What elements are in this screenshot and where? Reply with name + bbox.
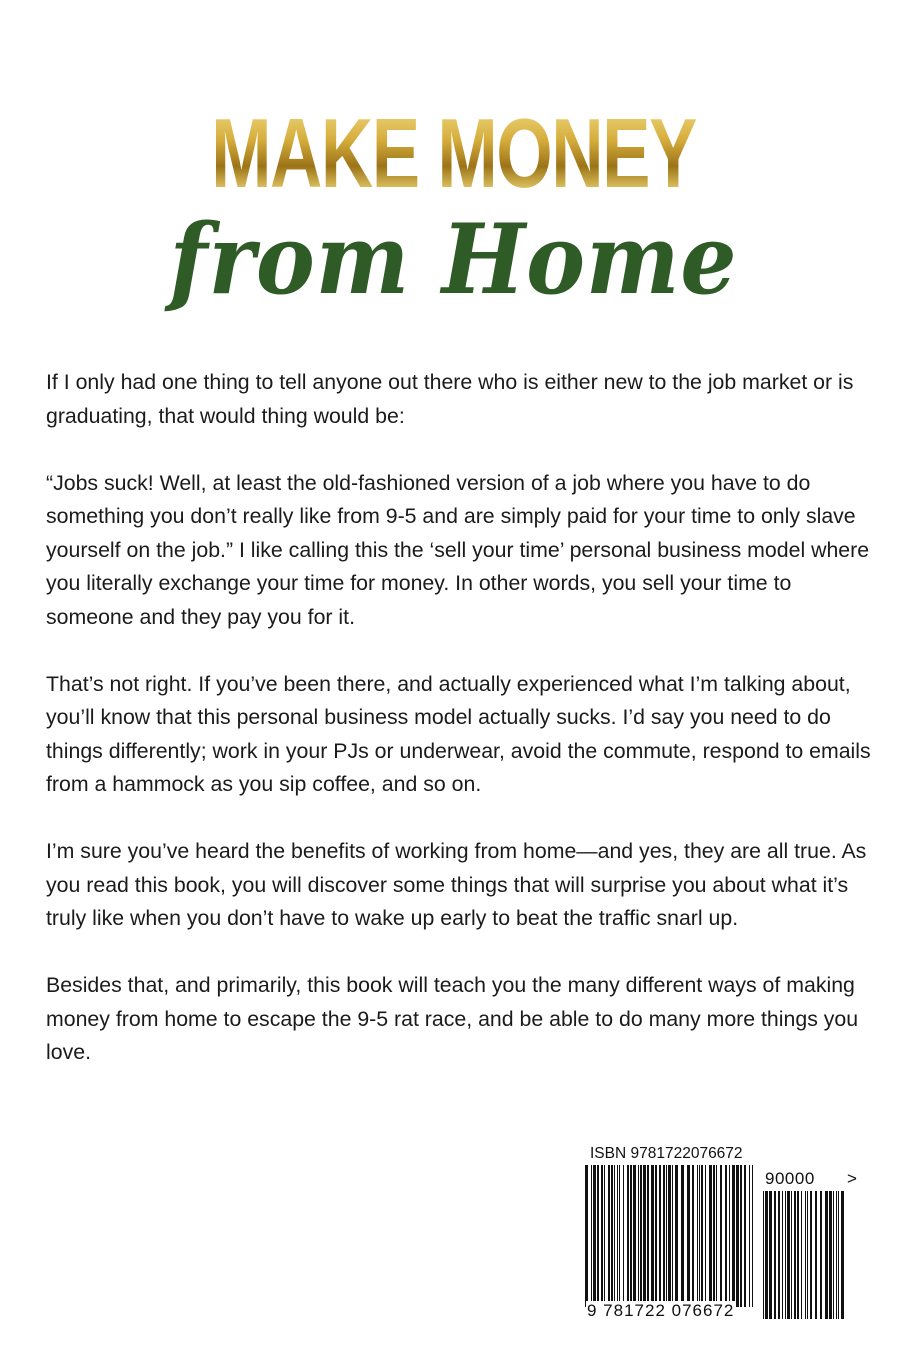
barcode-bar <box>740 1165 742 1307</box>
barcode-bar <box>749 1165 750 1307</box>
barcode-bar <box>716 1165 717 1307</box>
title-from-home: from Home <box>169 203 738 316</box>
barcode-bar <box>810 1191 812 1319</box>
barcode-bar <box>797 1191 799 1319</box>
barcode-bar <box>659 1165 661 1307</box>
barcode-bar <box>655 1165 657 1307</box>
barcode-bar <box>720 1165 722 1307</box>
barcode-bar <box>633 1165 636 1307</box>
barcode-bar <box>601 1165 603 1307</box>
blurb-paragraph-4: I’m sure you’ve heard the benefits of working from home—and yes, they are all true. As you read this book, you will discover some things that will surprise you about what it’s truly like when you don’t have to wake up early to beat the traffic snarl up. <box>46 839 867 930</box>
barcode-bar <box>787 1191 790 1319</box>
barcode-bar <box>729 1165 730 1307</box>
blurb <box>46 366 876 1103</box>
barcode-bar <box>705 1165 706 1307</box>
barcode-bar <box>841 1191 844 1319</box>
barcode-bar <box>833 1191 834 1319</box>
barcode-bar <box>752 1165 753 1307</box>
barcode-bar <box>785 1191 786 1319</box>
barcode-bar <box>791 1191 792 1319</box>
barcode-digits: 9 781722 076672 <box>587 1301 735 1320</box>
barcode-bar <box>794 1191 796 1319</box>
barcode-bar <box>769 1191 772 1319</box>
price-code: 90000 <box>765 1169 815 1188</box>
barcode-bar <box>805 1191 806 1319</box>
barcode-bar <box>604 1165 605 1307</box>
barcode-bar <box>591 1165 592 1307</box>
barcode-bar <box>699 1165 700 1307</box>
barcode-bar <box>692 1165 694 1307</box>
blurb-paragraph-2: “Jobs suck! Well, at least the old-fashioned version of a job where you have to do something you don’t really like from 9-5 and are simply paid for your time to only slave yourself on the job.” I like calling this the ‘sell your time’ personal business model where you literally exchange your time for money. In other words, you sell your time to someone and they pay you for it. <box>46 470 870 629</box>
barcode-bar <box>697 1165 698 1307</box>
barcode-bar <box>608 1165 610 1307</box>
barcode-bar <box>836 1191 837 1319</box>
barcode-bar <box>829 1191 832 1319</box>
barcode-bar <box>611 1165 613 1307</box>
barcode-block <box>585 1145 875 1320</box>
barcode-bar <box>736 1165 739 1307</box>
barcode-bar <box>597 1165 599 1307</box>
barcode-bar <box>651 1165 654 1307</box>
barcode-bar <box>782 1191 783 1319</box>
barcode-bar <box>701 1165 703 1307</box>
barcode-bar <box>623 1165 624 1307</box>
barcode-bar <box>619 1165 620 1307</box>
barcode-bar <box>672 1165 673 1307</box>
barcode-bar <box>627 1165 629 1307</box>
barcode-bar <box>617 1165 618 1307</box>
barcode-bar <box>640 1165 642 1307</box>
barcode-bar <box>820 1191 822 1319</box>
barcode-bar <box>593 1165 596 1307</box>
barcode-bar <box>709 1165 712 1307</box>
barcode-bar <box>630 1165 632 1307</box>
barcode-bar <box>713 1165 715 1307</box>
price-barcode-bars <box>763 1191 845 1319</box>
blurb-paragraph-1: If I only had one thing to tell anyone out there who is either new to the job market or is graduating, that would thing would be: <box>46 370 854 428</box>
barcode-bar <box>744 1165 746 1307</box>
barcode-bar <box>675 1165 678 1307</box>
barcode-bar <box>763 1191 764 1319</box>
barcode-bar <box>687 1165 690 1307</box>
barcode-bar <box>725 1165 727 1307</box>
barcode-bar <box>666 1165 667 1307</box>
barcode-bar <box>778 1191 780 1319</box>
barcode-bar <box>643 1165 646 1307</box>
barcode-bar <box>765 1191 768 1319</box>
title-make-money: MAKE MONEY <box>118 98 789 208</box>
blurb-paragraph-5: Besides that, and primarily, this book will teach you the many different ways of making money from home to escape the 9-5 rat race, and be able to do many more things you love. <box>46 973 859 1064</box>
barcode-bar <box>638 1165 639 1307</box>
barcode-bar <box>585 1165 588 1307</box>
barcode-bar <box>663 1165 665 1307</box>
isbn-label: ISBN 9781722076672 <box>590 1145 743 1162</box>
barcode-bar <box>807 1191 808 1319</box>
barcode-bar <box>774 1191 776 1319</box>
barcode-bar <box>838 1191 839 1319</box>
barcode-bar <box>801 1191 802 1319</box>
barcode-bar <box>815 1191 817 1319</box>
blurb-paragraph-3: That’s not right. If you’ve been there, and actually experienced what I’m talking about, you’ll know that this personal business model actually sucks. I’d say you need to do things differently; work in your PJs or underwear, avoid the commute, respond to emails from a hammock as you sip coffee, and so on. <box>46 671 871 796</box>
isbn-barcode-bars <box>585 1165 753 1307</box>
barcode-bar <box>825 1191 828 1319</box>
price-marker: > <box>847 1169 857 1188</box>
barcode-bar <box>614 1165 615 1307</box>
barcode-bar <box>668 1165 671 1307</box>
barcode-bar <box>681 1165 684 1307</box>
barcode-bar <box>732 1165 735 1307</box>
barcode-bar <box>647 1165 649 1307</box>
